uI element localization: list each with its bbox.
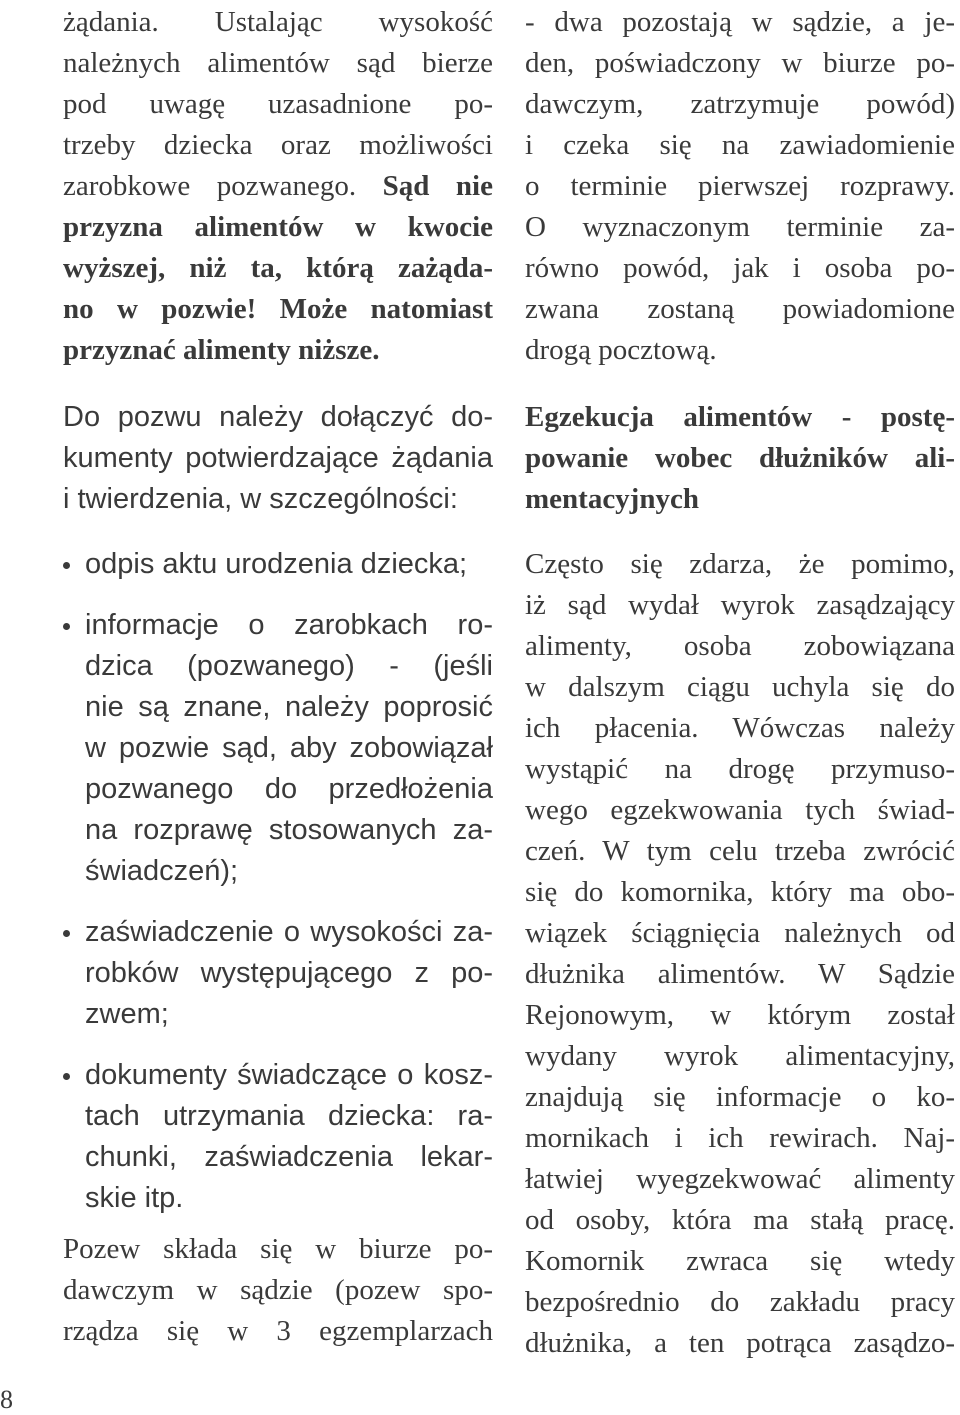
- text-line: zwem;: [85, 998, 169, 1030]
- text-line: na rozprawę stosowanych za-: [85, 814, 493, 846]
- paragraph-filing-continued: [525, 0, 955, 371]
- text-line: [63, 166, 493, 207]
- list-item: [63, 544, 493, 585]
- bullet-icon: [63, 623, 70, 630]
- text-line: znajdują się informacje o ko-: [525, 1081, 955, 1113]
- text-line: alimenty, osoba zobowiązana: [525, 630, 955, 662]
- text-line: chunki, zaświadczenia lekar-: [85, 1141, 493, 1173]
- text-line: dłużnika alimentów. W Sądzie: [525, 958, 955, 990]
- text-line: Do pozwu należy dołączyć do-: [63, 401, 493, 433]
- text-line: skie itp.: [85, 1182, 184, 1214]
- text-line: O wyznaczonym terminie za-: [525, 211, 955, 243]
- bold-text-line: wyższej, niż ta, którą zażąda-: [63, 252, 493, 284]
- text-line: w pozwie sąd, aby zobowiązał: [85, 732, 493, 764]
- text-line: dokumenty świadczące o kosz-: [63, 1055, 493, 1096]
- text-line: się do komornika, który ma obo-: [525, 876, 955, 908]
- text-line: żądania. Ustalając wysokość: [63, 6, 493, 38]
- text-line: Często się zdarza, że pomimo,: [525, 548, 955, 580]
- bold-text-segment: Sąd nie: [382, 170, 493, 202]
- text-line: i czeka się na zawiadomienie: [525, 129, 955, 161]
- text-line: pod uwagę uzasadnione po-: [63, 88, 493, 120]
- text-line: kumenty potwierdzające żądania: [63, 442, 493, 474]
- text-line: den, poświadczony w biurze po-: [525, 47, 955, 79]
- page-number: 8: [0, 1385, 13, 1414]
- bold-text-line: no w pozwie! Może natomiast: [63, 293, 493, 325]
- text-line: nie są znane, należy poprosić: [85, 691, 493, 723]
- text-line: należnych alimentów sąd bierze: [63, 47, 493, 79]
- bullet-icon: [63, 930, 70, 937]
- text-line: dłużnika, a ten potrąca zasądzo-: [525, 1327, 955, 1359]
- text-line: dawczym, zatrzymuje powód): [525, 88, 955, 120]
- text-segment: zarobkowe pozwanego.: [63, 170, 383, 202]
- text-line: iż sąd wydał wyrok zasądzający: [525, 589, 955, 621]
- text-line: równo powód, jak i osoba po-: [525, 252, 955, 284]
- text-line: trzeby dziecka oraz możliwości: [63, 129, 493, 161]
- text-line: ich płacenia. Wówczas należy: [525, 712, 955, 744]
- text-line: odpis aktu urodzenia dziecka;: [63, 544, 493, 585]
- bold-text-line: przyznać alimenty niższe.: [63, 334, 380, 366]
- text-line: dzica (pozwanego) - (jeśli: [85, 650, 493, 682]
- paragraph-enforcement: [525, 544, 955, 1364]
- text-line: Rejonowym, w którym został: [525, 999, 955, 1031]
- text-line: pozwanego do przedłożenia: [85, 773, 493, 805]
- list-item: [63, 1055, 493, 1219]
- text-line: zwana zostaną powiadomione: [525, 293, 955, 325]
- text-line: drogą pocztową.: [525, 334, 717, 366]
- bold-text-line: przyzna alimentów w kwocie: [63, 211, 493, 243]
- paragraph-documents-intro: [63, 397, 493, 520]
- text-line: wiązek ściągnięcia należnych od: [525, 917, 955, 949]
- text-line: łatwiej wyegzekwować alimenty: [525, 1163, 955, 1195]
- text-line: wydany wyrok alimentacyjny,: [525, 1040, 955, 1072]
- text-line: Komornik zwraca się wtedy: [525, 1245, 955, 1277]
- text-line: i twierdzenia, w szczególności:: [63, 483, 458, 515]
- text-line: o terminie pierwszej rozprawy.: [525, 170, 955, 202]
- text-line: Pozew składa się w biurze po-: [63, 1233, 493, 1265]
- heading-line: mentacyjnych: [525, 483, 699, 515]
- text-line: od osoby, która ma stałą pracę.: [525, 1204, 955, 1236]
- heading-line: Egzekucja alimentów - postę-: [525, 401, 955, 433]
- left-column: [63, 0, 493, 1352]
- list-item: [63, 605, 493, 892]
- text-line: świadczeń);: [85, 855, 239, 887]
- text-line: zaświadczenie o wysokości za-: [63, 912, 493, 953]
- text-line: rządza się w 3 egzemplarzach: [63, 1315, 493, 1347]
- right-column: [525, 0, 955, 1364]
- bullet-icon: [63, 1073, 70, 1080]
- section-heading: [525, 397, 955, 520]
- text-line: tach utrzymania dziecka: ra-: [85, 1100, 493, 1132]
- heading-line: powanie wobec dłużników ali-: [525, 442, 955, 474]
- bullet-list: [63, 544, 493, 1219]
- list-item: [63, 912, 493, 1035]
- text-line: bezpośrednio do zakładu pracy: [525, 1286, 955, 1318]
- text-line: robków występującego z po-: [85, 957, 493, 989]
- paragraph-filing: [63, 1229, 493, 1352]
- bullet-icon: [63, 562, 70, 569]
- text-line: informacje o zarobkach ro-: [63, 605, 493, 646]
- text-line: - dwa pozostają w sądzie, a je-: [525, 6, 955, 38]
- text-line: mornikach i ich rewirach. Naj-: [525, 1122, 955, 1154]
- text-line: wego egzekwowania tych świad-: [525, 794, 955, 826]
- text-line: w dalszym ciągu uchyla się do: [525, 671, 955, 703]
- text-line: czeń. W tym celu trzeba zwrócić: [525, 835, 955, 867]
- text-line: dawczym w sądzie (pozew spo-: [63, 1274, 493, 1306]
- paragraph-alimony-amount: [63, 0, 493, 371]
- text-line: wystąpić na drogę przymuso-: [525, 753, 955, 785]
